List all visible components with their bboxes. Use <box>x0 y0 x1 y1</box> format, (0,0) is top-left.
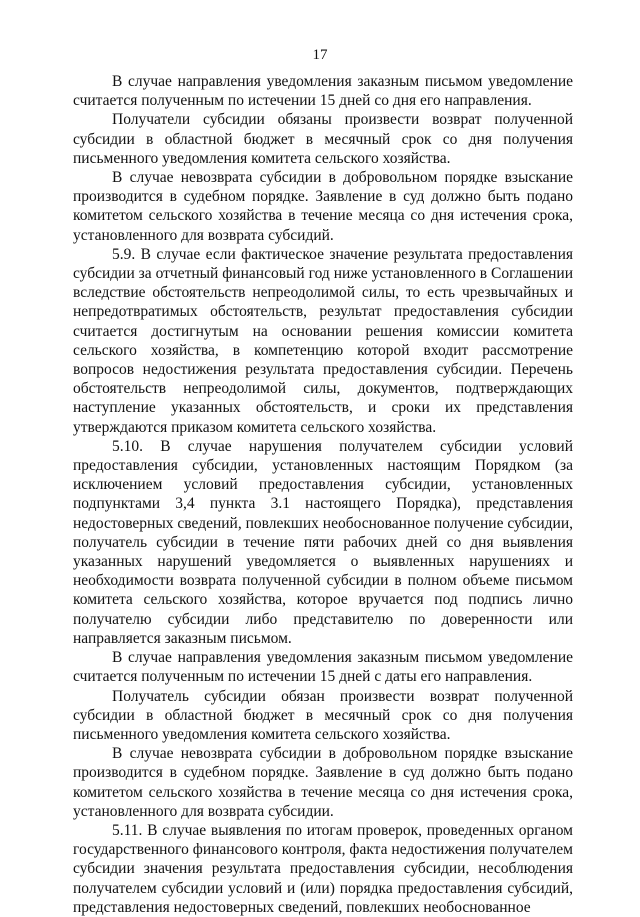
paragraph-court-recovery: В случае невозврата субсидии в добровольном порядке взыскание производится в судебном порядке. Заявление в суд должно быть подано комитетом сельского хозяйства в течение месяца со дня истечения срока, установленного для возврата субсидий. <box>73 169 573 244</box>
paragraph-notice-registered-mail-2: В случае направления уведомления заказным письмом уведомление считается полученным по истечении 15 дней с даты его направления. <box>73 649 573 686</box>
page-number: 17 <box>312 47 328 63</box>
document-body <box>73 72 573 917</box>
paragraph-clause-5-9: 5.9. В случае если фактическое значение результата предоставления субсидии за отчетный финансовый год ниже установленного в Соглашении вследствие обстоятельств непреодолимой силы, то есть чрезвычайных и непредотвратимых обстоятельств, результат предоставления субсидии считается достигнутым на основании решения комиссии комитета сельского хозяйства, в компетенцию которой входит рассмотрение вопросов недостижения результата предоставления субсидии. Перечень обстоятельств непреодолимой силы, документов, подтверждающих наступление указанных обстоятельств, и сроки их представления утверждаются приказом комитета сельского хозяйства. <box>73 245 573 436</box>
paragraph-notice-registered-mail: В случае направления уведомления заказным письмом уведомление считается полученным по истечении 15 дней со дня его направления. <box>73 73 573 110</box>
paragraph-court-recovery-2: В случае невозврата субсидии в добровольном порядке взыскание производится в судебном порядке. Заявление в суд должно быть подано комитетом сельского хозяйства в течение месяца со дня истечения срока, установленного для возврата субсидии. <box>73 745 573 820</box>
paragraph-refund-obligation: Получатели субсидии обязаны произвести возврат полученной субсидии в областной бюджет в месячный срок со дня получения письменного уведомления комитета сельского хозяйства. <box>73 111 573 167</box>
paragraph-refund-obligation-2: Получатель субсидии обязан произвести возврат полученной субсидии в областной бюджет в месячный срок со дня получения письменного уведомления комитета сельского хозяйства. <box>73 687 573 743</box>
paragraph-clause-5-10: 5.10. В случае нарушения получателем субсидии условий предоставления субсидии, установленных настоящим Порядком (за исключением условий предоставления субсидии, установленных подпунктами 3,4 пункта 3.1 настоящего Порядка), представления недостоверных сведений, повлекших необоснованное получение субсидии, получатель субсидии в течение пяти рабочих дней со дня выявления указанных нарушений уведомляется о выявленных нарушениях и необходимости возврата полученной субсидии в полном объеме письмом комитета сельского хозяйства, которое вручается под подпись лично получателю субсидии либо представителю по доверенности или направляется заказным письмом. <box>73 437 573 647</box>
paragraph-clause-5-11: 5.11. В случае выявления по итогам проверок, проведенных органом государственного финансового контроля, факта недостижения получателем субсидии значения результата предоставления субсидии, несоблюдения получателем субсидии условий и (или) порядка предоставления субсидий, представления недостоверных сведений, повлекших необоснованное <box>73 821 573 916</box>
